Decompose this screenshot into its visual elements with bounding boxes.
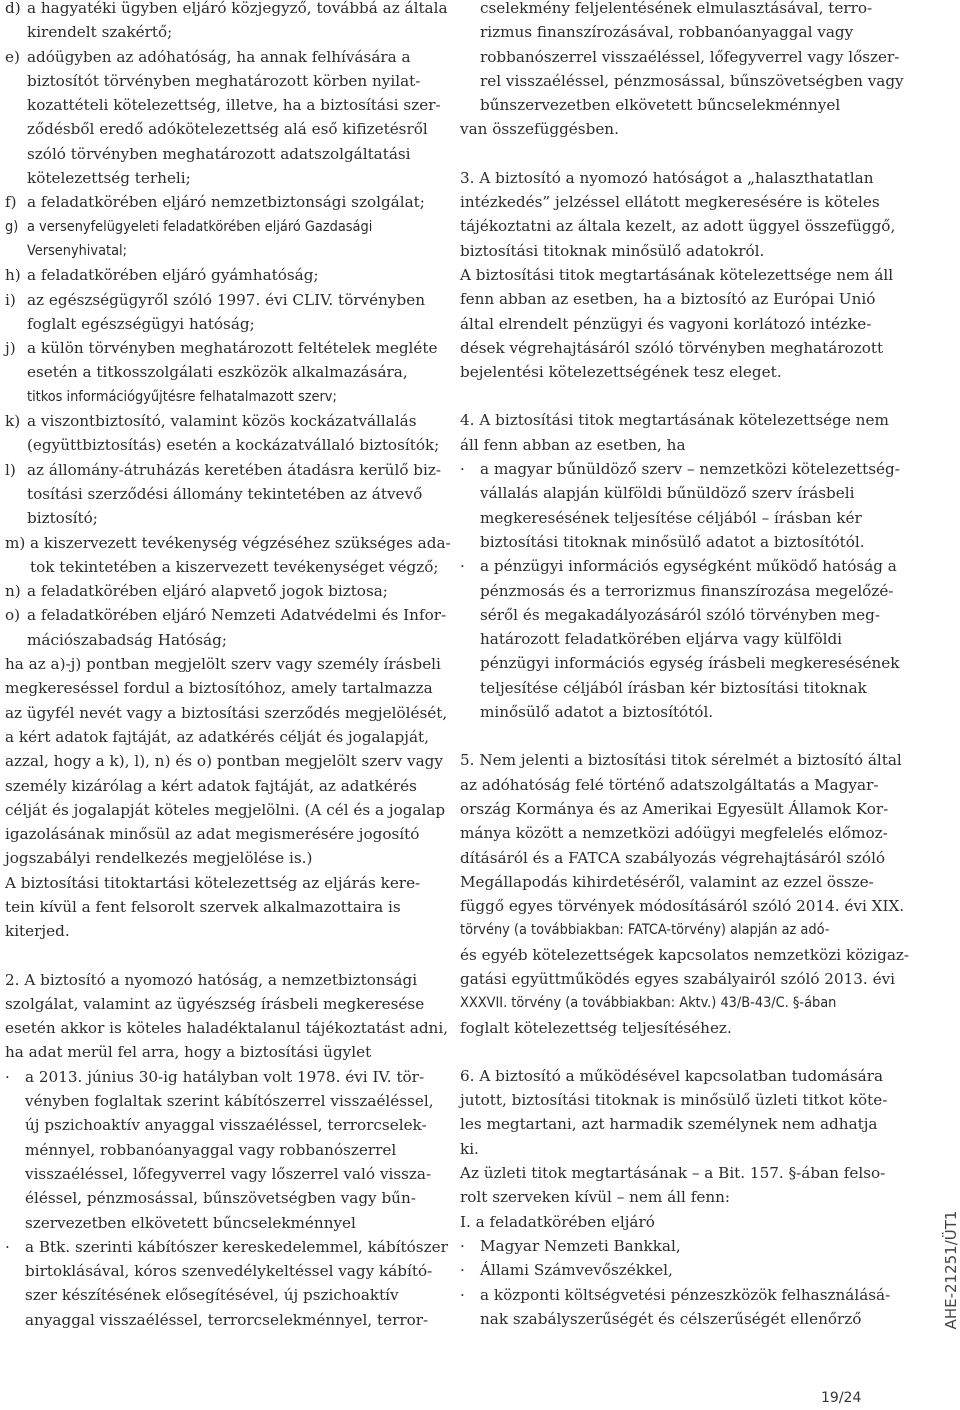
text-line: ha adat merül fel arra, hogy a biztosítási ügylet: [5, 1043, 372, 1062]
text-line: és egyéb kötelezettségek kapcsolatos nemzetközi közigaz-: [460, 945, 910, 964]
text-line: 2. A biztosító a nyomozó hatóság, a nemzetbiztonsági: [5, 970, 418, 989]
text-line: cselekmény feljelentésének elmulasztásával, terro-: [480, 0, 873, 17]
right-column: [460, 0, 910, 1331]
text-line: a magyar bűnüldöző szerv – nemzetközi kötelezettség-: [480, 460, 900, 479]
text-line: les megtartani, azt harmadik személynek nem adhatja: [460, 1115, 878, 1134]
list-item-m: m) a kiszervezett tevékenység végzéséhez szükséges ada- tok tekintetében a kiszervezett tevékenységet végző;: [5, 531, 423, 580]
text-line: ország Kormánya és az Amerikai Egyesült Államok Kor-: [460, 799, 889, 818]
text-line: ha az a)-j) pontban megjelölt szerv vagy személy írásbeli: [5, 655, 441, 674]
paragraph-request-conditions: [5, 652, 448, 944]
text-line: birtoklásával, kóros szenvedélykeltéssel vagy kábító-: [25, 1262, 433, 1281]
text-line: dések végrehajtásáról szóló törvényben meghatározott: [460, 338, 884, 357]
list-item-l: l) az állomány-átruházás keretében átadásra kerülő biz- tosítási szerződési állomány tekintetében az átvevő biztosító;: [5, 458, 423, 531]
text-line: 6. A biztosító a működésével kapcsolatban tudomására: [460, 1066, 884, 1085]
bullet-dot: ·: [5, 1237, 10, 1256]
text-line: foglalt kötelezettség teljesítéséhez.: [460, 1018, 732, 1037]
text-line: az állomány-átruházás keretében átadásra kerülő biz-: [27, 460, 442, 479]
text-line: a külön törvényben meghatározott feltételek megléte: [27, 339, 438, 358]
paragraph-3: [460, 166, 896, 385]
text-line: kirendelt szakértő;: [27, 23, 173, 42]
bullet-dot: ·: [460, 557, 465, 576]
document-code-label: AHE-21251/ÜT1: [941, 1210, 960, 1330]
text-line: megkeresésének teljesítése céljából – írásban kér: [480, 508, 862, 527]
text-line: mánya között a nemzetközi adóügyi megfelelés előmoz-: [460, 824, 888, 843]
text-line: személy kizárólag a kért adatok fajtáját, az adatkérés: [5, 776, 417, 795]
list-item-j: j) a külön törvényben meghatározott feltételek megléte esetén a titkosszolgálati eszközök alkalmazására, titkos információgyűjtésre felhatalmazott szerv;: [5, 336, 423, 409]
text-line: adóügyben az adóhatóság, ha annak felhívására a: [27, 47, 411, 66]
text-line: ménnyel, robbanóanyaggal vagy robbanószerrel: [25, 1140, 397, 1159]
text-line: teljesítése céljából írásban kér biztosítási titoknak: [480, 678, 867, 697]
text-line: ki.: [460, 1139, 479, 1158]
text-line: a versenyfelügyeleti feladatkörében eljáró Gazdasági: [27, 218, 373, 235]
text-line: Versenyhivatal;: [27, 242, 127, 259]
text-line: 3. A biztosító a nyomozó hatóságot a „halaszthatatlan: [460, 168, 874, 187]
text-line: kötelezettség terheli;: [27, 169, 191, 188]
text-line: éléssel, pénzmosással, bűnszövetségben vagy bűn-: [25, 1189, 416, 1208]
bullet-dot: ·: [460, 1285, 465, 1304]
bullet-item: [460, 457, 900, 554]
text-line: esetén a titkosszolgálati eszközök alkalmazására,: [27, 363, 408, 382]
text-line: rel visszaéléssel, pénzmosással, bűnszövetségben vagy: [480, 71, 904, 90]
text-line: szervezetben elkövetett bűncselekménnyel: [25, 1213, 356, 1232]
text-line: határozott feladatkörében eljárva vagy külföldi: [480, 630, 843, 649]
list-d-to-o: [5, 0, 451, 652]
text-line: biztosítási titoknak minősülő adatokról.: [460, 241, 765, 260]
text-line: a feladatkörében eljáró nemzetbiztonsági szolgálat;: [27, 193, 425, 212]
bullet-dot: ·: [5, 1067, 10, 1086]
list-item-e: e) adóügyben az adóhatóság, ha annak felhívására a biztosítót törvényben meghatározott körben nyilat- kozattételi kötelezettség, illetve, ha a biztosítási szer- ződésből eredő adókötelezettség alá eső kifizetésről szóló törvényben meghatározott adatszolgáltatási kötelezettség terheli;: [5, 45, 423, 191]
text-line: szolgálat, valamint az ügyészség írásbeli megkeresése: [5, 994, 425, 1013]
text-line: tok tekintetében a kiszervezett tevékenységet végző;: [30, 557, 439, 576]
text-line: foglalt egészségügyi hatóság;: [27, 314, 255, 333]
list-item-k: k) a viszontbiztosító, valamint közös kockázatvállalás (együttbiztosítás) esetén a kockázatvállaló biztosítók;: [5, 409, 423, 458]
bullet-dot: ·: [460, 1261, 465, 1280]
text-line: XXXVII. törvény (a továbbiakban: Aktv.) 43/B-43/C. §-ában: [460, 995, 837, 1012]
text-line: a 2013. június 30-ig hatályban volt 1978. évi IV. tör-: [25, 1067, 425, 1086]
text-line: a központi költségvetési pénzeszközök felhasználásá-: [480, 1285, 891, 1304]
text-line: robbanószerrel visszaéléssel, lőfegyverrel vagy lőszer-: [480, 47, 900, 66]
bullet-item: [460, 1234, 888, 1258]
list-item-g: g) a versenyfelügyeleti feladatkörében eljáró Gazdasági Versenyhivatal;: [5, 215, 423, 264]
text-line: biztosító;: [27, 509, 98, 528]
text-line: biztosítási titoknak minősülő adatot a biztosítótól.: [480, 532, 865, 551]
text-line: azzal, hogy a k), l), n) és o) pontban megjelölt szerv vagy: [5, 752, 443, 771]
text-line: A biztosítási titoktartási kötelezettség az eljárás kere-: [5, 873, 421, 892]
bullet-item: [460, 1283, 891, 1332]
left-column: [5, 0, 451, 1332]
bullet-item: [460, 554, 900, 724]
text-line: A biztosítási titok megtartásának kötelezettsége nem áll: [460, 265, 894, 284]
paragraph-continuation: [460, 0, 904, 142]
text-line: a kért adatok fajtáját, az adatkérés célját és jogalapját,: [5, 727, 429, 746]
text-line: tájékoztatni az általa kezelt, az adott üggyel összefüggő,: [460, 217, 896, 236]
text-line: rolt szerveken kívül – nem áll fenn:: [460, 1188, 731, 1207]
text-line: törvény (a továbbiakban: FATCA-törvény) alapján az adó-: [460, 922, 830, 939]
text-line: a viszontbiztosító, valamint közös kockázatvállalás: [27, 412, 417, 431]
list-item-h: h) a feladatkörében eljáró gyámhatóság;: [5, 263, 423, 287]
text-line: szer készítésének elősegítésével, új pszichoaktív: [25, 1286, 399, 1305]
text-line: (együttbiztosítás) esetén a kockázatvállaló biztosítók;: [27, 436, 440, 455]
text-line: Állami Számvevőszékkel,: [480, 1261, 673, 1280]
text-line: szóló törvényben meghatározott adatszolgáltatási: [27, 144, 411, 163]
paragraph-4: [460, 408, 900, 724]
text-line: anyaggal visszaéléssel, terrorcselekménnyel, terror-: [25, 1310, 429, 1329]
text-line: gatási együttműködés egyes szabályairól szóló 2013. évi: [460, 969, 896, 988]
text-line: 4. A biztosítási titok megtartásának kötelezettsége nem: [460, 411, 889, 430]
text-line: megkereséssel fordul a biztosítóhoz, amely tartalmazza: [5, 679, 433, 698]
text-line: vállalás alapján külföldi bűnüldöző szerv írásbeli: [480, 484, 855, 503]
text-line: által elrendelt pénzügyi és vagyoni korlátozó intézke-: [460, 314, 872, 333]
text-line: dításáról és a FATCA szabályozás végrehajtásáról szóló: [460, 848, 886, 867]
text-line: tein kívül a fent felsorolt szervek alkalmazottaira is: [5, 897, 401, 916]
text-line: mációszabadság Hatóság;: [27, 630, 227, 649]
bullet-item: [5, 1065, 434, 1235]
text-line: a hagyatéki ügyben eljáró közjegyző, továbbá az általa: [27, 0, 448, 17]
bullet-item: [5, 1235, 448, 1332]
text-line: jogszabályi rendelkezés megjelölése is.): [5, 849, 313, 868]
text-line: függő egyes törvények módosításáról szóló 2014. évi XIX.: [460, 897, 905, 916]
text-line: Magyar Nemzeti Bankkal,: [480, 1236, 681, 1255]
text-line: vényben foglaltak szerint kábítószerrel visszaéléssel,: [25, 1092, 434, 1111]
text-line: az ügyfél nevét vagy a biztosítási szerződés megjelölését,: [5, 703, 448, 722]
text-line: jutott, biztosítási titoknak is minősülő üzleti titkot köte-: [460, 1091, 888, 1110]
text-line: 5. Nem jelenti a biztosítási titok sérelmét a biztosító által: [460, 751, 902, 770]
text-line: rizmus finanszírozásával, robbanóanyaggal vagy: [480, 23, 854, 42]
text-line: intézkedés” jelzéssel ellátott megkeresésére is köteles: [460, 193, 880, 212]
paragraph-2: [5, 968, 449, 1332]
list-item-d: d) a hagyatéki ügyben eljáró közjegyző, továbbá az általa kirendelt szakértő;: [5, 0, 423, 45]
page-number: 19/24: [821, 1390, 862, 1406]
text-line: a Btk. szerinti kábítószer kereskedelemmel, kábítószer: [25, 1237, 448, 1256]
text-line: az adóhatóság felé történő adatszolgáltatás a Magyar-: [460, 775, 879, 794]
text-line: séről és megakadályozásáról szóló törvényben meg-: [480, 605, 881, 624]
bullet-dot: ·: [460, 460, 465, 479]
list-item-f: f) a feladatkörében eljáró nemzetbiztonsági szolgálat;: [5, 190, 423, 214]
text-line: minősülő adatot a biztosítótól.: [480, 703, 714, 722]
text-line: Az üzleti titok megtartásának – a Bit. 157. §-ában felso-: [460, 1164, 886, 1183]
list-item-i: i) az egészségügyről szóló 1997. évi CLIV. törvényben foglalt egészségügyi hatóság;: [5, 288, 423, 337]
text-line: I. a feladatkörében eljáró: [460, 1212, 655, 1231]
text-line: fenn abban az esetben, ha a biztosító az Európai Unió: [460, 290, 876, 309]
text-line: az egészségügyről szóló 1997. évi CLIV. törvényben: [27, 290, 425, 309]
text-line: pénzügyi információs egység írásbeli megkeresésének: [480, 654, 900, 673]
list-item-o: o) a feladatkörében eljáró Nemzeti Adatvédelmi és Infor- mációszabadság Hatóság;: [5, 603, 423, 652]
text-line: titkos információgyűjtésre felhatalmazott szerv;: [27, 388, 337, 405]
paragraph-6: [460, 1064, 891, 1331]
text-line: a feladatkörében eljáró Nemzeti Adatvédelmi és Infor-: [27, 606, 447, 625]
text-line: biztosítót törvényben meghatározott körben nyilat-: [27, 71, 421, 90]
text-line: a kiszervezett tevékenység végzéséhez szükséges ada-: [30, 533, 451, 552]
paragraph-5: [460, 748, 910, 1040]
bullet-item: [460, 1258, 888, 1282]
text-line: Megállapodás kihirdetéséről, valamint az ezzel össze-: [460, 872, 874, 891]
text-line: kiterjed.: [5, 922, 70, 941]
text-line: ződésből eredő adókötelezettség alá eső kifizetésről: [27, 120, 428, 139]
text-line: igazolásának minősül az adat megismerésére jogosító: [5, 825, 420, 844]
text-line: pénzmosás és a terrorizmus finanszírozása megelőzé-: [480, 581, 894, 600]
text-line: célját és jogalapját köteles megjelölni. (A cél és a jogalap: [5, 800, 446, 819]
bullet-dot: ·: [460, 1236, 465, 1255]
text-line: nak szabályszerűségét és célszerűségét ellenőrző: [480, 1309, 862, 1328]
list-item-n: n) a feladatkörében eljáró alapvető jogok biztosa;: [5, 579, 423, 603]
text-line: esetén akkor is köteles haladéktalanul tájékoztatást adni,: [5, 1019, 449, 1038]
text-line: áll fenn abban az esetben, ha: [460, 435, 686, 454]
text-line: bejelentési kötelezettségének tesz eleget.: [460, 363, 782, 382]
text-line: kozattételi kötelezettség, illetve, ha a biztosítási szer-: [27, 96, 441, 115]
text-line: van összefüggésben.: [460, 120, 619, 139]
text-line: bűnszervezetben elkövetett bűncselekménnyel: [480, 96, 841, 115]
text-line: a pénzügyi információs egységként működő hatóság a: [480, 557, 897, 576]
text-line: tosítási szerződési állomány tekintetében az átvevő: [27, 484, 423, 503]
text-line: új pszichoaktív anyaggal visszaéléssel, terrorcselek-: [25, 1116, 427, 1135]
text-line: a feladatkörében eljáró alapvető jogok biztosa;: [27, 582, 388, 601]
text-line: visszaéléssel, lőfegyverrel vagy lőszerrel való vissza-: [25, 1164, 432, 1183]
text-line: a feladatkörében eljáró gyámhatóság;: [27, 266, 319, 285]
